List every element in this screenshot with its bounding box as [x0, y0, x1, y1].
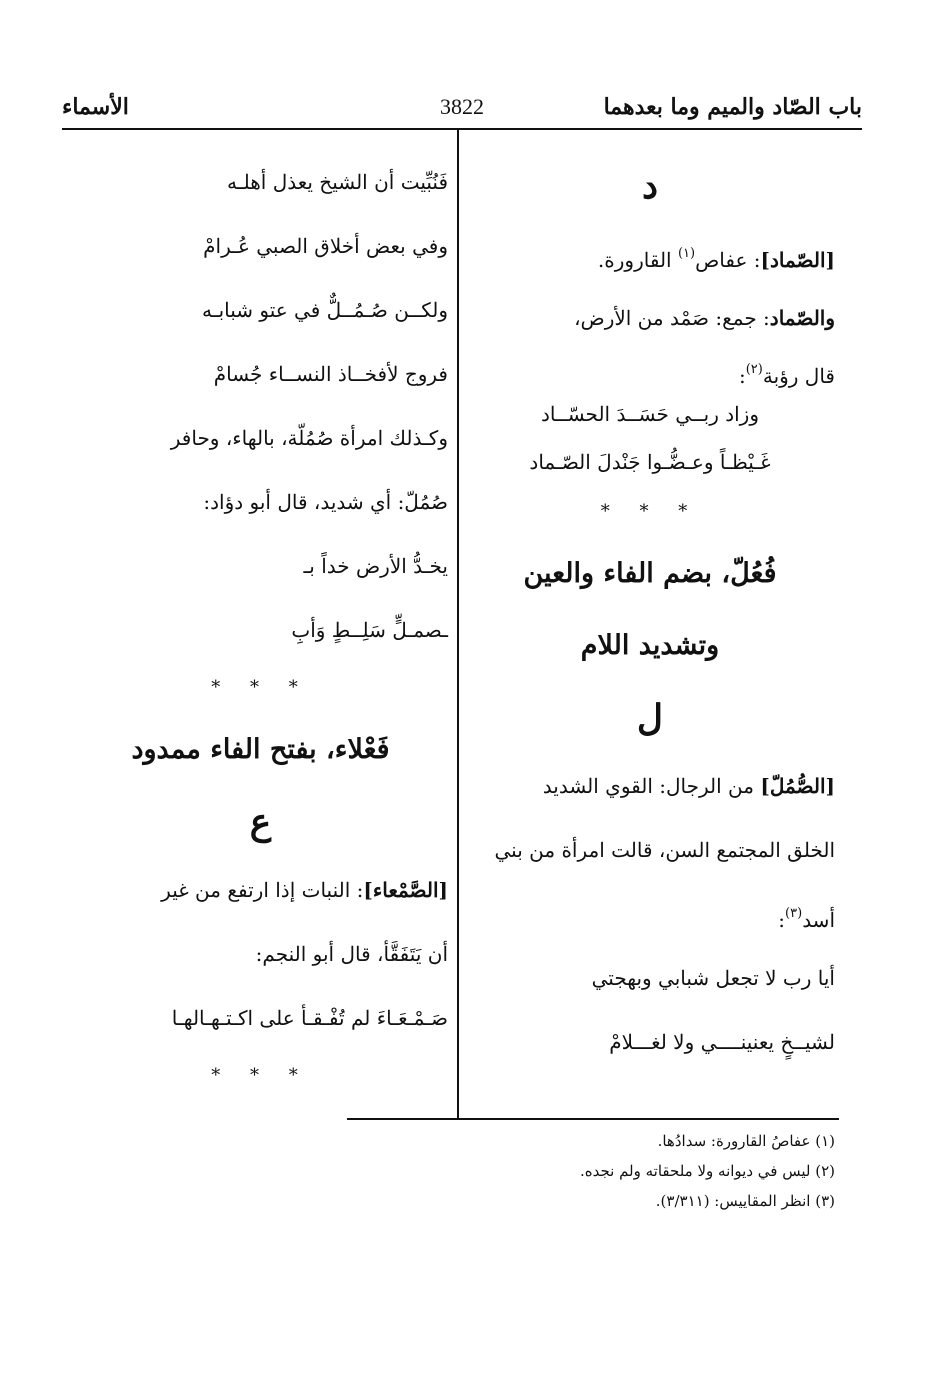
section-heading-cont: وتشديد اللام [580, 630, 720, 661]
section-separator: * * * [211, 677, 310, 698]
footnote-1: (١) عفاصُ القارورة: سدادُها. [657, 1132, 835, 1150]
footnote-2: (٢) ليس في ديوانه ولا ملحقاته ولم نجده. [579, 1162, 835, 1180]
section-title: الأسماء [62, 94, 129, 120]
verse-line: وفي بعض أخلاق الصبي عُـرامْ [203, 234, 448, 258]
entry-headword: [الصّماد] [760, 248, 835, 272]
footnote-ref: (٢) [745, 362, 763, 377]
section-heading: فُعُلّ، بضم الفاء والعين [523, 558, 777, 589]
entry-headword: [الصَّمْعاء] [363, 878, 448, 902]
footnote-3: (٣) انظر المقاييس: (٣/٣١١). [655, 1192, 835, 1210]
entry-samad-2 [465, 286, 835, 350]
footnote-rule [347, 1118, 839, 1120]
left-column [73, 150, 448, 1102]
entry-text: : النبات إذا ارتفع من غير [161, 878, 364, 902]
right-column [465, 150, 835, 1074]
entry-sumull [465, 754, 835, 818]
entry-sumull-cont: الخلق المجتمع السن، قالت امرأة من بني [494, 838, 835, 862]
entry-text: : جمع: صَمْد من الأرض، [574, 306, 770, 330]
verse-line: لشيــخٍ يعنينــــي ولا لغـــلامْ [609, 1030, 835, 1054]
entry-text: القارورة. [597, 248, 678, 272]
chapter-title: باب الصّاد والميم وما بعدهما [603, 94, 862, 120]
footnote-ref: (١) [677, 246, 696, 261]
verse-line: يخـدُّ الأرض خداً بـ [303, 554, 448, 578]
footnotes [345, 1126, 835, 1216]
entry-text: من الرجال: القوي الشديد [542, 774, 761, 798]
body-text: صُمُلّ: أي شديد، قال أبو دؤاد: [203, 490, 448, 514]
letter-heading-d: د [641, 165, 659, 207]
entry-headword: والصّماد [769, 306, 835, 330]
entry-samad-2-cont [465, 350, 835, 390]
verse-line: غَـيْظـاً وعـضُّـوا جَنْدلَ الصّـماد [529, 450, 771, 474]
verse-line: صَـمْـعَـاءَ لم تُفْـقـأ على اكـتـهـالهـا [171, 1006, 448, 1030]
body-text: وكـذلك امرأة صُمُلّة، بالهاء، وحافر [170, 426, 448, 450]
section-separator: * * * [211, 1065, 310, 1086]
entry-text: أسد [802, 908, 835, 932]
footnote-ref: (٣) [785, 906, 803, 921]
entry-samad-1 [465, 222, 835, 286]
verse-line: ولكــن صُـمُــلٌّ في عتو شبابـه [201, 298, 448, 322]
entry-sam'a-cont: أن يَتَفَقَّأ، قال أبو النجم: [255, 942, 448, 966]
verse-line: فَنُبِّيت أن الشيخ يعذل أهلـه [227, 170, 448, 194]
letter-heading-ayn: ع [249, 801, 272, 843]
entry-headword: [الصُّمُلّ] [760, 774, 835, 798]
entry-text: قال رؤبة [762, 364, 835, 388]
verse-line: وزاد ربــي حَسَــدَ الحسّــاد [540, 402, 759, 426]
header-rule [62, 128, 862, 130]
page-header [62, 88, 862, 128]
verse-line: ـصمـلٍّ سَلِــطٍ وَأبِ [291, 618, 448, 642]
letter-heading-l: ل [636, 697, 664, 739]
entry-text: : [738, 364, 746, 388]
entry-text: : [778, 908, 786, 932]
verse-line: أيا رب لا تجعل شبابي وبهجتي [591, 966, 835, 990]
section-heading: فَعْلاء، بفتح الفاء ممدود [131, 734, 390, 765]
section-separator: * * * [600, 501, 700, 522]
entry-sam'a [73, 858, 448, 922]
entry-text: : عفاص [695, 248, 761, 272]
verse-line: فروج لأفخــاذ النســاء جُسامْ [213, 362, 448, 386]
page-number: 3822 [440, 94, 484, 119]
column-divider [457, 130, 459, 1120]
entry-sumull-cont [465, 882, 835, 946]
